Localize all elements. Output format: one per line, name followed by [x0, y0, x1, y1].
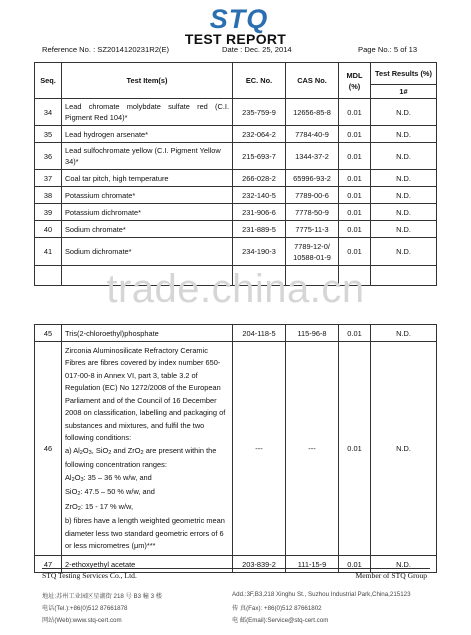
- cell-mdl: 0.01: [339, 204, 371, 221]
- footer-email: 电 邮(Email):Service@stq-cert.com: [232, 617, 329, 624]
- cell-cas: 1344-37-2: [286, 143, 339, 170]
- footer-tel: 电话(Tel.):+86(0)512 87661878: [42, 605, 128, 612]
- cell-mdl: 0.01: [339, 99, 371, 126]
- table-row: [35, 99, 437, 126]
- cell-item: Coal tar pitch, high temperature: [62, 170, 233, 187]
- cell-item: [62, 342, 233, 556]
- reference-number: Reference No. : SZ2014120231R2(E): [42, 45, 170, 54]
- cell-mdl: 0.01: [339, 170, 371, 187]
- cell-mdl: 0.01: [339, 143, 371, 170]
- cell-cas: 7789-00-6: [286, 187, 339, 204]
- item-range-zro2: ZrO2: 15 - 17 % w/w,: [65, 501, 134, 512]
- cell-mdl: 0.01: [339, 126, 371, 143]
- cell-ec: 231-906-6: [233, 204, 286, 221]
- item-range-sio2: SiO2: 47.5 – 50 % w/w, and: [65, 487, 155, 497]
- cell-seq: 45: [35, 325, 62, 342]
- header-mdl: MDL (%): [339, 63, 371, 99]
- watermark: trade.china.cn: [106, 267, 365, 311]
- cas-line-1: 7789-12-0/: [294, 241, 330, 251]
- cell-result: N.D.: [371, 556, 437, 573]
- table-row: [35, 342, 437, 556]
- cell-item: Sodium dichromate*: [62, 238, 233, 266]
- cell-item: Tris(2-chloroethyl)phosphate: [62, 325, 233, 342]
- item-condition-a: a) Al2O3, SiO2 and ZrO2 are present within the following concentration ranges:: [65, 445, 217, 469]
- cell-seq: 39: [35, 204, 62, 221]
- cell-ec: 232-140-5: [233, 187, 286, 204]
- cell-result: N.D.: [371, 99, 437, 126]
- table-row: [35, 204, 437, 221]
- cell-result: N.D.: [371, 238, 437, 266]
- test-items-table-continued: [34, 324, 437, 573]
- cell-result: N.D.: [371, 143, 437, 170]
- page-number: Page No.: 5 of 13: [358, 45, 418, 54]
- table-row: [35, 238, 437, 266]
- cell-mdl: 0.01: [339, 238, 371, 266]
- test-items-table: [34, 62, 437, 286]
- cell-result: N.D.: [371, 204, 437, 221]
- table-row: [35, 126, 437, 143]
- cell-cas: ---: [286, 342, 339, 556]
- cell-result: N.D.: [371, 126, 437, 143]
- cell-ec: ---: [233, 342, 286, 556]
- cell-result: N.D.: [371, 342, 437, 556]
- cell-ec: 231-889-5: [233, 221, 286, 238]
- cell-seq: 47: [35, 556, 62, 573]
- cell-item: 2-ethoxyethyl acetate: [62, 556, 233, 573]
- table-row: [35, 325, 437, 342]
- cell-ec: 232-064-2: [233, 126, 286, 143]
- header-cas-no: CAS No.: [286, 63, 339, 99]
- cell-cas: [286, 238, 339, 266]
- cell-cas: 65996-93-2: [286, 170, 339, 187]
- cell-item: Lead chromate molybdate sulfate red (C.I. Pigment Red 104)*: [62, 99, 233, 126]
- report-date: Date : Dec. 25, 2014: [222, 45, 292, 54]
- cell-mdl: 0.01: [339, 221, 371, 238]
- table-row: [35, 556, 437, 573]
- header-test-results: Test Results (%): [371, 63, 437, 85]
- footer-divider: [42, 568, 430, 569]
- cell-result: N.D.: [371, 187, 437, 204]
- cell-item: Potassium chromate*: [62, 187, 233, 204]
- cell-seq: 34: [35, 99, 62, 126]
- table-row: [35, 170, 437, 187]
- report-title: TEST REPORT: [184, 31, 287, 47]
- header-test-item: Test Item(s): [62, 63, 233, 99]
- table-row: [35, 187, 437, 204]
- cell-seq: 40: [35, 221, 62, 238]
- cell-seq: 36: [35, 143, 62, 170]
- footer-company: STQ Testing Services Co., Ltd.: [42, 571, 137, 580]
- footer-address-cn: 地址:苏州工业园区星湖街 218 号 B3 幢 3 楼: [42, 593, 162, 600]
- footer-fax: 传 真(Fax): +86(0)512 87661802: [232, 605, 322, 612]
- stq-logo: STQ: [209, 4, 269, 34]
- cell-seq: 38: [35, 187, 62, 204]
- cell-cas: 111-15-9: [286, 556, 339, 573]
- item-range-al2o3: Al2O3: 35 – 36 % w/w, and: [65, 472, 152, 483]
- cell-item: Lead sulfochromate yellow (C.I. Pigment Yellow 34)*: [62, 143, 233, 170]
- cell-cas: 7778-50-9: [286, 204, 339, 221]
- cell-mdl: 0.01: [339, 325, 371, 342]
- cell-mdl: 0.01: [339, 187, 371, 204]
- cell-seq: 35: [35, 126, 62, 143]
- cell-mdl: 0.01: [339, 342, 371, 556]
- cell-ec: 234-190-3: [233, 238, 286, 266]
- cell-ec: 203-839-2: [233, 556, 286, 573]
- footer-address-en: Add.:3F,B3,218 Xinghu St., Suzhou Industrial Park,China,215123: [232, 591, 411, 598]
- cell-item: Potassium dichromate*: [62, 204, 233, 221]
- cell-ec: 215-693-7: [233, 143, 286, 170]
- cell-result: N.D.: [371, 325, 437, 342]
- cell-item: Lead hydrogen arsenate*: [62, 126, 233, 143]
- header-seq: Seq.: [35, 63, 62, 99]
- cell-seq: 41: [35, 238, 62, 266]
- table-row: [35, 221, 437, 238]
- cell-cas: 7775-11-3: [286, 221, 339, 238]
- footer-group: Member of STQ Group: [355, 571, 427, 580]
- cas-line-2: 10588-01-9: [293, 252, 331, 262]
- header-sample-1: 1#: [371, 85, 437, 99]
- cell-ec: 204-118-5: [233, 325, 286, 342]
- header-ec-no: EC. No.: [233, 63, 286, 99]
- cell-result: N.D.: [371, 221, 437, 238]
- item-intro: Zirconia Aluminosilicate Refractory Ceramic Fibres are fibres covered by index number 650-017-00-8 in Annex VI, part 3, table 3.2 of Regulation (EC) No 1272/2008 of the European Parliament and of the Council of 16 December 2008 on classification, labelling and packaging of substances and mixtures, and fulfil the two following conditions:: [65, 345, 226, 442]
- cell-ec: 266-028-2: [233, 170, 286, 187]
- item-condition-b: b) fibres have a length weighted geometric mean diameter less two standard geometric errors of 6 or less micrometres (μm)***: [65, 516, 225, 550]
- cell-seq: 46: [35, 342, 62, 556]
- cell-result: N.D.: [371, 170, 437, 187]
- cell-item: Sodium chromate*: [62, 221, 233, 238]
- table-row: [35, 143, 437, 170]
- cell-seq: 37: [35, 170, 62, 187]
- cell-cas: 12656-85-8: [286, 99, 339, 126]
- cell-ec: 235-759-9: [233, 99, 286, 126]
- cell-cas: 115-96-8: [286, 325, 339, 342]
- footer-web: 网站(Web):www.stq-cert.com: [42, 617, 122, 624]
- cell-mdl: 0.01: [339, 556, 371, 573]
- cell-cas: 7784-40-9: [286, 126, 339, 143]
